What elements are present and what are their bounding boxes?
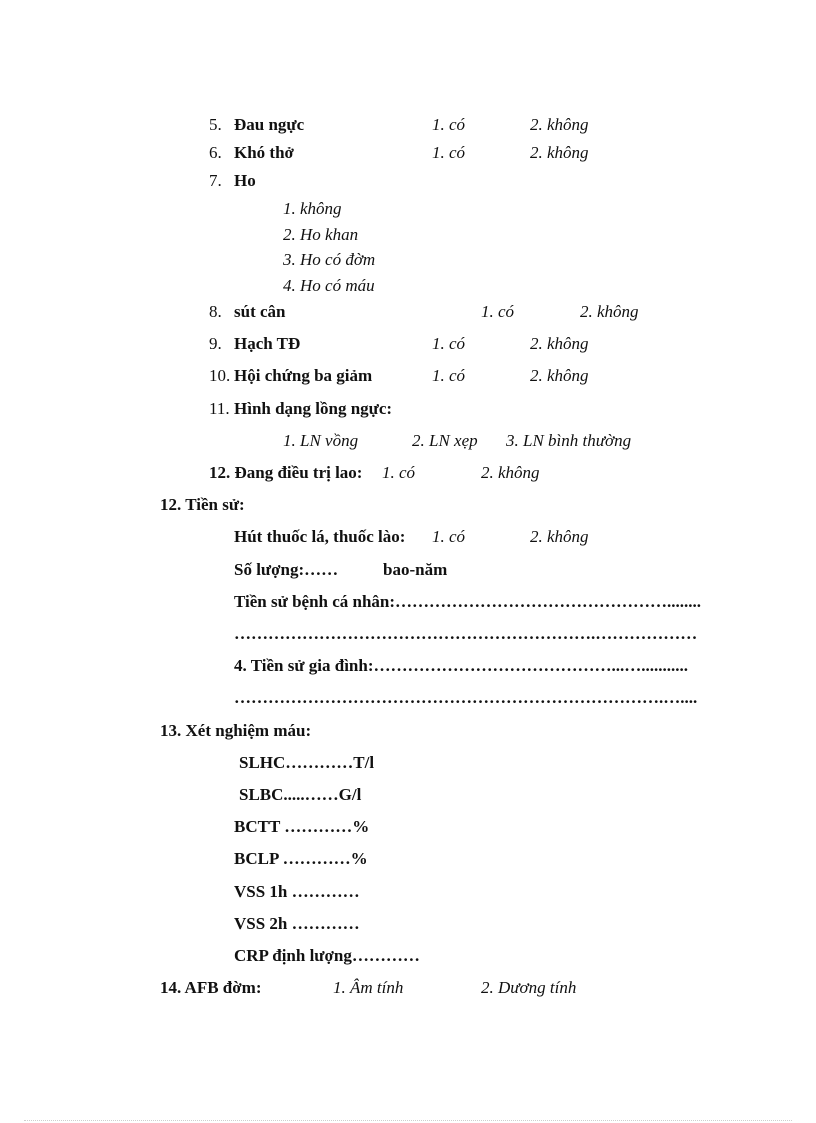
q9-number: 9. [209,334,222,353]
q9-option-no: 2. không [530,334,589,353]
q8-option-yes: 1. có [481,302,515,321]
blood-test-heading: 13. Xét nghiệm máu: [160,721,312,740]
q12-option-yes: 1. có [382,463,416,482]
q5-number: 5. [209,115,222,134]
q7-number: 7. [209,171,222,190]
q5-option-no: 2. không [530,115,589,134]
afb-option-positive: 2. Dương tính [481,978,577,997]
q10-number: 10. [209,366,231,385]
q11-option-normal: 3. LN bình thường [506,431,632,450]
page-bottom-divider [24,1120,792,1121]
afb-option-negative: 1. Âm tính [333,978,404,997]
personal-history-continuation: ……………………………………………………….……………… [234,624,698,643]
q7-option: 1. không [283,199,342,218]
q9-label: Hạch TĐ [234,334,301,353]
q10-label: Hội chứng ba giảm [234,366,373,385]
q10-option-yes: 1. có [432,366,466,385]
blood-bctt: BCTT …………% [234,817,370,836]
q5-label: Đau ngực [234,115,305,134]
q7-option: 4. Ho có máu [283,276,375,295]
afb-label: 14. AFB đờm: [160,978,262,997]
q8-number: 8. [209,302,222,321]
q5-option-yes: 1. có [432,115,466,134]
q7-label: Ho [234,171,256,190]
q11-option-barrel: 1. LN vồng [283,431,359,450]
q9-option-yes: 1. có [432,334,466,353]
q12-option-no: 2. không [481,463,540,482]
q8-option-no: 2. không [580,302,639,321]
q11-option-sunken: 2. LN xẹp [412,431,478,450]
q12-label: 12. Đang điều trị lao: [209,463,363,482]
q11-label: Hình dạng lồng ngực: [234,399,393,418]
q11-number: 11. [209,399,230,418]
blood-slbc: SLBC.....……G/l [239,785,362,804]
q6-option-no: 2. không [530,143,589,162]
blood-bclp: BCLP …………% [234,849,368,868]
q10-option-no: 2. không [530,366,589,385]
smoking-option-no: 2. không [530,527,589,546]
family-history: 4. Tiền sử gia đình:……………………………………...…........... [234,656,688,675]
personal-history: Tiền sử bệnh cá nhân:…………………………………………........ [234,592,702,611]
blood-vss-2h: VSS 2h ………… [234,914,360,933]
blood-slhc: SLHC…………T/l [239,753,375,772]
family-history-continuation: ………………………………………………………………….….... [234,688,698,707]
q7-option: 3. Ho có đờm [283,250,376,269]
blood-crp: CRP định lượng………… [234,946,420,965]
history-heading: 12. Tiền sử: [160,495,245,514]
smoking-option-yes: 1. có [432,527,466,546]
smoking-label: Hút thuốc lá, thuốc lào: [234,527,406,546]
quantity-label: Số lượng:…… [234,560,339,579]
q7-option: 2. Ho khan [283,225,359,244]
q8-label: sút cân [234,302,286,321]
q6-number: 6. [209,143,222,162]
quantity-unit: bao-năm [383,560,448,579]
q6-option-yes: 1. có [432,143,466,162]
q6-label: Khó thở [234,143,294,162]
blood-vss-1h: VSS 1h ………… [234,882,360,901]
